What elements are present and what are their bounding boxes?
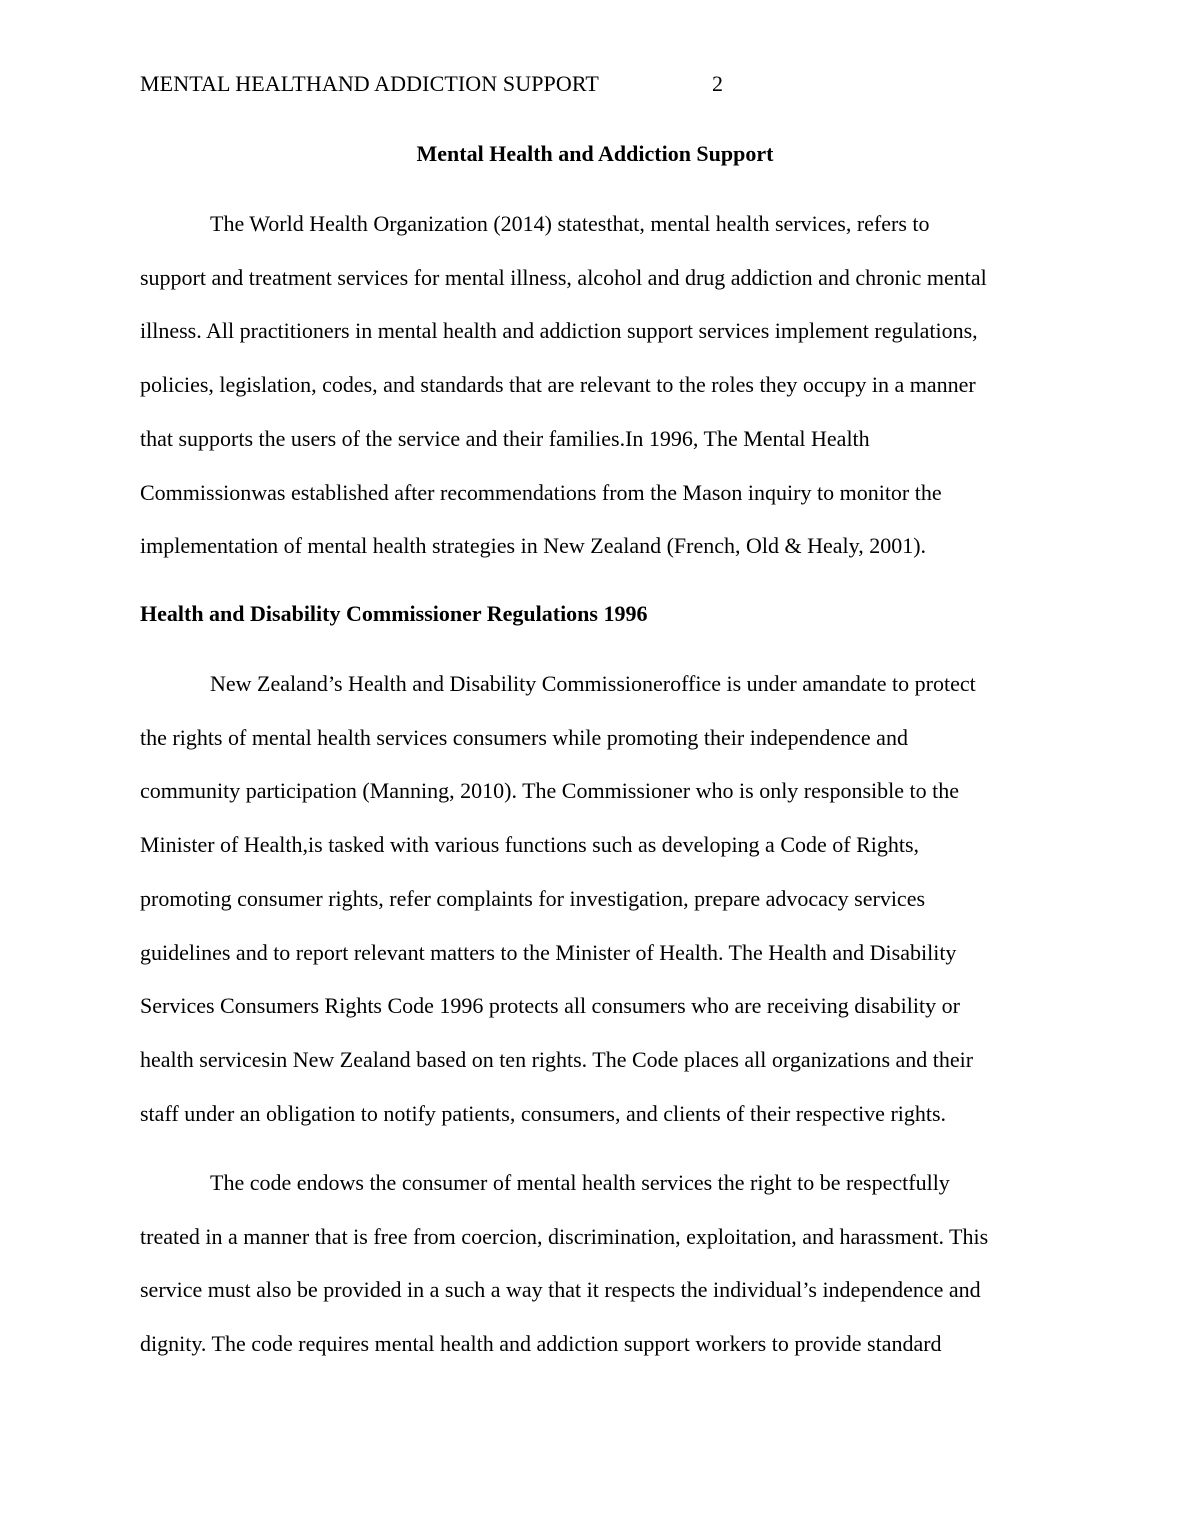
paragraph-line: service must also be provided in a such a way that it respects the individual’s independence and xyxy=(140,1277,981,1303)
paragraph-code-rights xyxy=(140,1156,1050,1371)
paragraph-line: the rights of mental health services consumers while promoting their independence and xyxy=(140,724,908,750)
paragraph-line: The code endows the consumer of mental health services the right to be respectfully xyxy=(210,1170,950,1195)
page-number: 2 xyxy=(712,71,723,96)
paragraph-line: health servicesin New Zealand based on ten rights. The Code places all organizations and their xyxy=(140,1046,974,1072)
paragraph-line: support and treatment services for mental illness, alcohol and drug addiction and chronic mental xyxy=(140,264,987,290)
paragraph-line: New Zealand’s Health and Disability Commissioneroffice is under amandate to protect xyxy=(210,671,976,696)
document-title: Mental Health and Addiction Support xyxy=(416,141,774,166)
paragraph-line: Commissionwas established after recommendations from the Mason inquiry to monitor the xyxy=(140,479,942,505)
paragraph-commissioner xyxy=(140,657,1050,1140)
paragraph-line: treated in a manner that is free from coercion, discrimination, exploitation, and harassment. This xyxy=(140,1223,989,1249)
paragraph-line: that supports the users of the service and their families.In 1996, The Mental Health xyxy=(140,425,870,451)
paragraph-line: Services Consumers Rights Code 1996 protects all consumers who are receiving disability or xyxy=(140,993,960,1019)
paragraph-line: community participation (Manning, 2010). The Commissioner who is only responsible to the xyxy=(140,778,959,804)
paragraph-line: guidelines and to report relevant matters to the Minister of Health. The Health and Disability xyxy=(140,939,957,965)
paragraph-line: The World Health Organization (2014) statesthat, mental health services, refers to xyxy=(210,211,930,236)
paragraph-line: dignity. The code requires mental health and addiction support workers to provide standard xyxy=(140,1331,942,1357)
section-heading: Health and Disability Commissioner Regulations 1996 xyxy=(140,601,648,626)
paragraph-line: Minister of Health,is tasked with various functions such as developing a Code of Rights, xyxy=(140,832,920,858)
paragraph-intro xyxy=(140,197,1050,573)
paragraph-line: illness. All practitioners in mental health and addiction support services implement regulations, xyxy=(140,318,978,344)
paragraph-line: policies, legislation, codes, and standards that are relevant to the roles they occupy in a manner xyxy=(140,372,976,398)
paragraph-line: staff under an obligation to notify patients, consumers, and clients of their respective rights. xyxy=(140,1100,947,1126)
running-head: MENTAL HEALTHAND ADDICTION SUPPORT xyxy=(140,71,599,96)
paragraph-line: implementation of mental health strategies in New Zealand (French, Old & Healy, 2001). xyxy=(140,533,927,559)
paragraph-line: promoting consumer rights, refer complaints for investigation, prepare advocacy services xyxy=(140,885,926,911)
